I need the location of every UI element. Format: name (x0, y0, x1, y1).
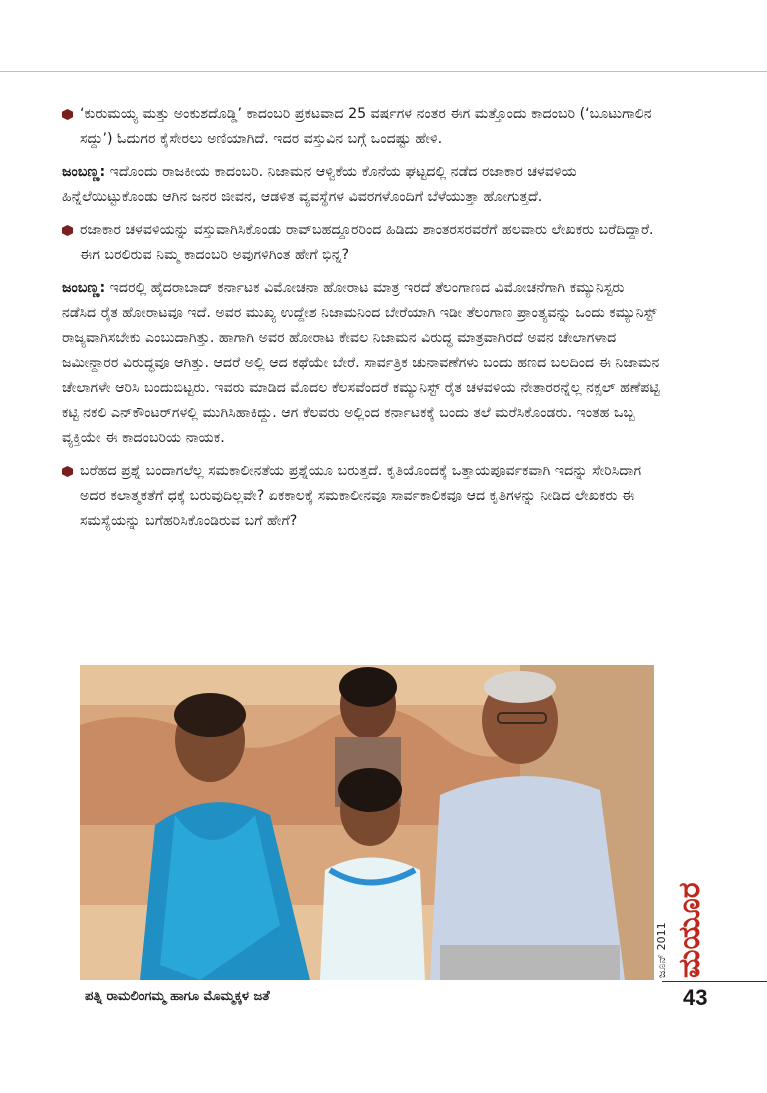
photo-caption: ಪತ್ನಿ ರಾಮಲಿಂಗಮ್ಮ ಹಾಗೂ ಮೊಮ್ಮಕ್ಕಳ ಜತೆ (85, 989, 270, 1004)
question-1 (62, 102, 662, 152)
magazine-name: ಮಯೂರ (672, 882, 707, 978)
answer-text: ಇದರಲ್ಲಿ ಹೈದರಾಬಾದ್ ಕರ್ನಾಟಕ ವಿಮೋಚನಾ ಹೋರಾಟ ಮಾತ್ರ ಇರದೆ ತೆಲಂಗಾಣದ ವಿಮೋಚನೆಗಾಗಿ ಕಮ್ಯುನಿಸ್ಟರು ನಡೆಸಿದ ರೈತ ಹೋರಾಟವೂ ಇದೆ. ಅವರ ಮುಖ್ಯ ಉದ್ದೇಶ ನಿಜಾಮನಿಂದ ಬೇರೆಯಾಗಿ ಇಡೀ ತೆಲಂಗಾಣ ಪ್ರಾಂತ್ಯವನ್ನು ಒಂದು ಕಮ್ಯುನಿಸ್ಟ್ ರಾಜ್ಯವಾಗಿಸಬೇಕು ಎಂಬುದಾಗಿತ್ತು. ಹಾಗಾಗಿ ಅವರ ಹೋರಾಟ ಕೇವಲ ನಿಜಾಮನ ವಿರುದ್ಧ ಮಾತ್ರವಾಗಿರದೆ ಅವನ ಚೇಲಾಗಳಾದ ಜಮೀನ್ದಾರರ ವಿರುದ್ಧವೂ ಆಗಿತ್ತು. ಆದರೆ ಅಲ್ಲಿ ಆದ ಕಥೆಯೇ ಬೇರೆ. ಸಾರ್ವತ್ರಿಕ ಚುನಾವಣೆಗಳು ಬಂದು ಹಣದ ಬಲದಿಂದ ಈ ನಿಜಾಮನ ಚೇಲಾಗಳೇ ಆರಿಸಿ ಬಂದುಬಿಟ್ಟರು. ಇವರು ಮಾಡಿದ ಮೊದಲ ಕೆಲಸವೆಂದರೆ ಕಮ್ಯುನಿಸ್ಟ್ ರೈತ ಚಳವಳಿಯ ನೇತಾರರನ್ನೆಲ್ಲ ನಕ್ಸಲ್ ಹಣೆಪಟ್ಟಿ ಕಟ್ಟಿ ನಕಲಿ ಎನ್‌ಕೌಂಟರ್‌ಗಳಲ್ಲಿ ಮುಗಿಸಿಹಾಕಿದ್ದು. ಆಗ ಕೆಲವರು ಅಲ್ಲಿಂದ ಕರ್ನಾಟಕಕ್ಕೆ ಬಂದು ತಲೆ ಮರೆಸಿಕೊಂಡರು. ಇಂತಹ ಒಬ್ಬ ವ್ಯಕ್ತಿಯೇ ಈ ಕಾದಂಬರಿಯ ನಾಯಕ. (62, 280, 660, 446)
question-text: ಬರೆಹದ ಪ್ರಶ್ನೆ ಬಂದಾಗಲೆಲ್ಲ ಸಮಕಾಲೀನತೆಯ ಪ್ರಶ್ನೆಯೂ ಬರುತ್ತದೆ. ಕೃತಿಯೊಂದಕ್ಕೆ ಒತ್ತಾಯಪೂರ್ವಕವಾಗಿ ಇದನ್ನು ಸೇರಿಸಿದಾಗ ಅದರ ಕಲಾತ್ಮಕತೆಗೆ ಧಕ್ಕೆ ಬರುವುದಿಲ್ಲವೇ? ಏಕಕಾಲಕ್ಕೆ ಸಮಕಾಲೀನವೂ ಸಾರ್ವಕಾಲಿಕವೂ ಆದ ಕೃತಿಗಳನ್ನು ನೀಡಿದ ಲೇಖಕರು ಈ ಸಮಸ್ಯೆಯನ್ನು ಬಗೆಹರಿಸಿಕೊಂಡಿರುವ ಬಗೆ ಹೇಗೆ? (80, 463, 642, 529)
page-rule (662, 981, 767, 982)
answer-text: ಇದೊಂದು ರಾಜಕೀಯ ಕಾದಂಬರಿ. ನಿಜಾಮನ ಆಳ್ವಿಕೆಯ ಕೊನೆಯ ಘಟ್ಟದಲ್ಲಿ ನಡೆದ ರಜಾಕಾರ ಚಳವಳಿಯ ಹಿನ್ನೆಲೆಯಿಟ್ಟುಕೊಂಡು ಆಗಿನ ಜನರ ಜೀವನ, ಆಡಳಿತ ವ್ಯವಸ್ಥೆಗಳ ವಿವರಗಳೊಂದಿಗೆ ಬೆಳೆಯುತ್ತಾ ಹೋಗುತ್ತದೆ. (62, 164, 577, 205)
question-3 (62, 459, 662, 534)
family-photo (80, 665, 654, 980)
answer-2 (62, 276, 662, 451)
bullet-icon (62, 109, 73, 120)
question-2 (62, 218, 662, 268)
family-photo-illustration (80, 665, 654, 980)
article-body (62, 102, 662, 542)
speaker: ಜಂಬಣ್ಣ: (62, 280, 106, 296)
issue-date: ಜೂನ್ 2011 (655, 922, 668, 978)
magazine-masthead (651, 860, 711, 980)
bullet-icon (62, 225, 73, 236)
question-text: ರಜಾಕಾರ ಚಳವಳಿಯನ್ನು ವಸ್ತುವಾಗಿಸಿಕೊಂಡು ರಾವ್‌ಬಹದ್ದೂರರಿಂದ ಹಿಡಿದು ಶಾಂತರಸರವರೆಗೆ ಹಲವಾರು ಲೇಖಕರು ಬರೆದಿದ್ದಾರೆ. ಈಗ ಬರಲಿರುವ ನಿಮ್ಮ ಕಾದಂಬರಿ ಅವುಗಳಿಗಿಂತ ಹೇಗೆ ಭಿನ್ನ? (80, 222, 654, 263)
question-text: ‘ಕುರುಮಯ್ಯ ಮತ್ತು ಅಂಕುಶದೊಡ್ಡಿ’ ಕಾದಂಬರಿ ಪ್ರಕಟವಾದ 25 ವರ್ಷಗಳ ನಂತರ ಈಗ ಮತ್ತೊಂದು ಕಾದಂಬರಿ (‘ಬೂಟುಗಾಲಿನ ಸದ್ದು’) ಓದುಗರ ಕೈಸೇರಲು ಅಣಿಯಾಗಿದೆ. ಇದರ ವಸ್ತುವಿನ ಬಗ್ಗೆ ಒಂದಷ್ಟು ಹೇಳಿ. (80, 106, 652, 147)
bullet-icon (62, 466, 73, 477)
masthead-vertical (651, 860, 711, 980)
page-number: 43 (683, 985, 708, 1010)
speaker: ಜಂಬಣ್ಣ: (62, 164, 106, 180)
top-rule (0, 71, 767, 72)
answer-1 (62, 160, 662, 210)
